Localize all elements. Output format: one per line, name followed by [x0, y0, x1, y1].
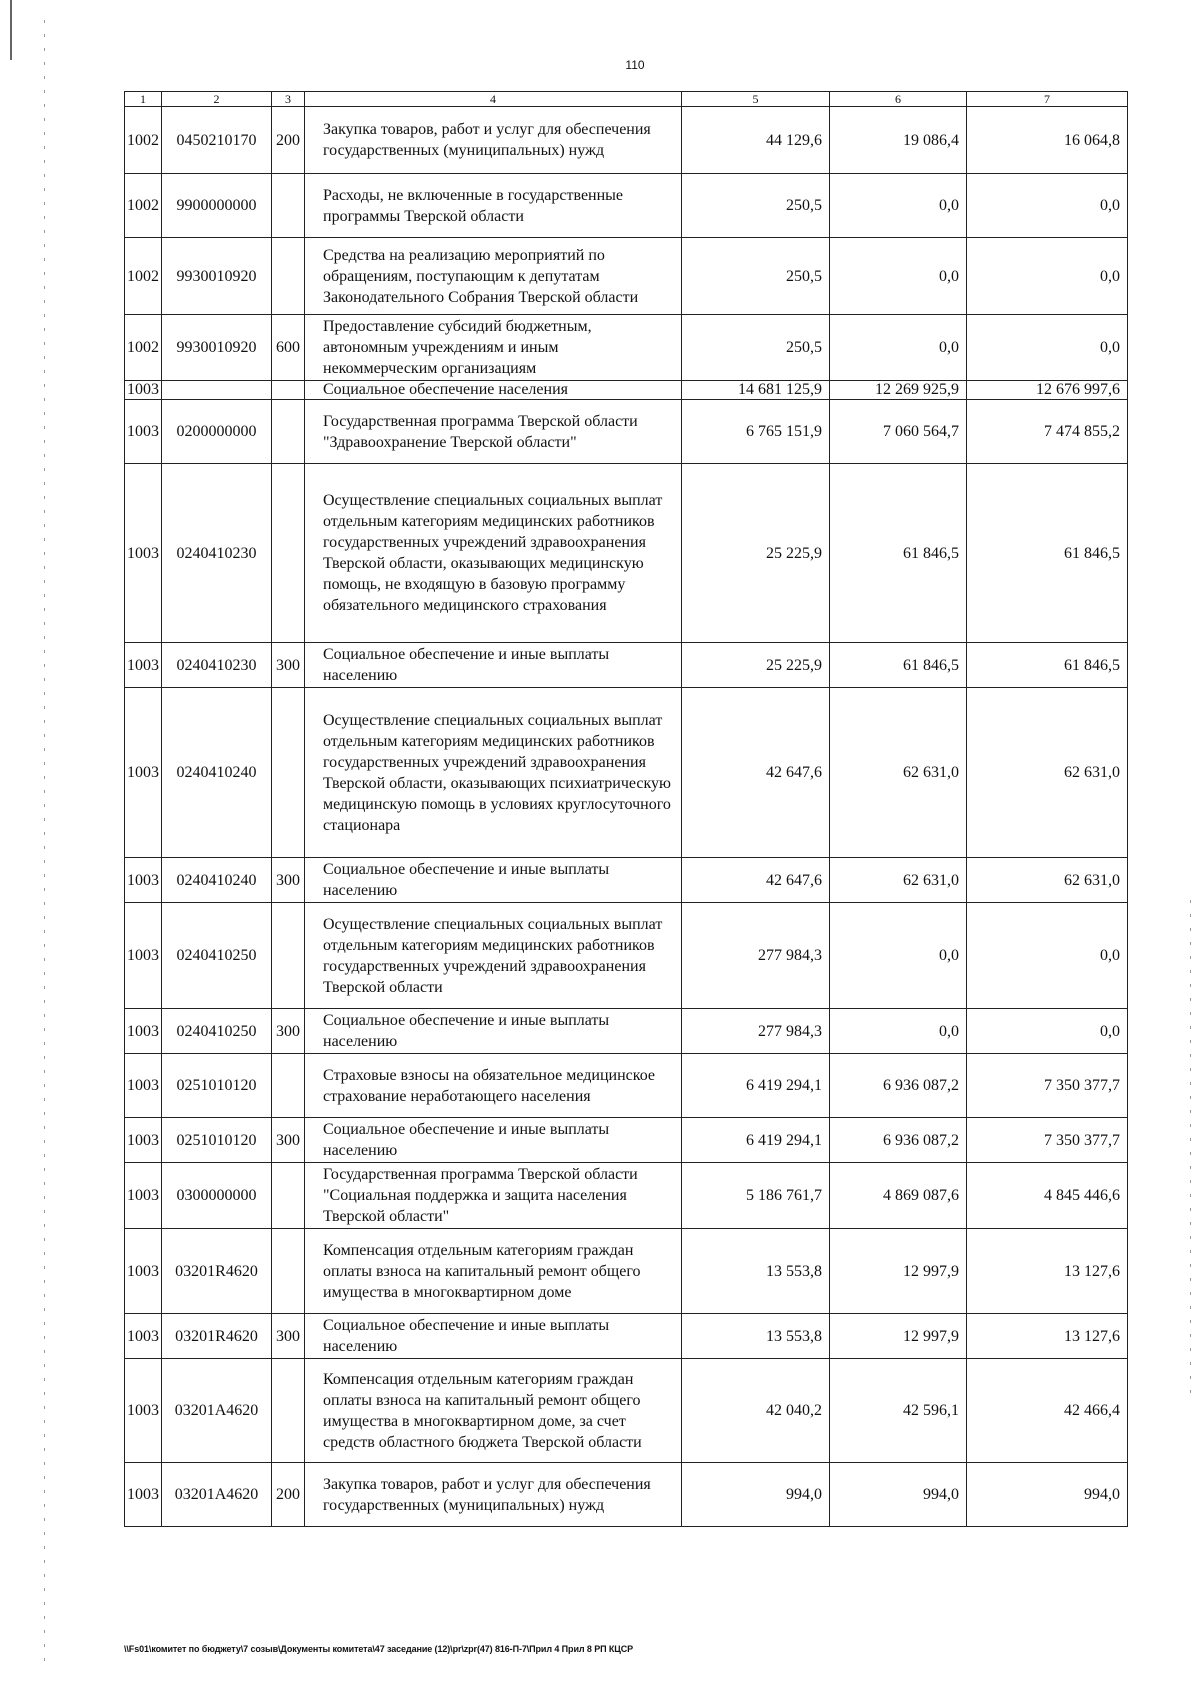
budget-table — [124, 91, 1128, 1527]
cell-type: 600 — [272, 315, 305, 381]
cell-v3: 0,0 — [967, 174, 1128, 238]
cell-v2: 0,0 — [830, 238, 967, 315]
cell-v3: 994,0 — [967, 1463, 1128, 1527]
cell-type: 300 — [272, 1314, 305, 1359]
cell-v1: 44 129,6 — [682, 107, 830, 174]
cell-v2: 12 997,9 — [830, 1229, 967, 1314]
cell-v1: 6 765 151,9 — [682, 400, 830, 464]
cell-v3: 13 127,6 — [967, 1229, 1128, 1314]
cell-type: 300 — [272, 858, 305, 903]
table-row — [125, 688, 1128, 858]
cell-v1: 25 225,9 — [682, 643, 830, 688]
cell-v3: 4 845 446,6 — [967, 1163, 1128, 1229]
cell-type — [272, 1054, 305, 1118]
table-row — [125, 1229, 1128, 1314]
cell-section: 1003 — [125, 381, 162, 400]
cell-code: 0251010120 — [162, 1118, 272, 1163]
table-row — [125, 174, 1128, 238]
cell-code: 0251010120 — [162, 1054, 272, 1118]
cell-code — [162, 381, 272, 400]
cell-v1: 250,5 — [682, 238, 830, 315]
cell-v3: 62 631,0 — [967, 858, 1128, 903]
cell-type — [272, 1163, 305, 1229]
cell-v1: 13 553,8 — [682, 1314, 830, 1359]
table-row — [125, 400, 1128, 464]
cell-type — [272, 381, 305, 400]
cell-v3: 7 350 377,7 — [967, 1118, 1128, 1163]
scan-artifact — [10, 0, 12, 60]
cell-name: Компенсация отдельным категориям граждан оплаты взноса на капитальный ремонт общего имущества в многоквартирном доме — [305, 1229, 682, 1314]
cell-section: 1003 — [125, 903, 162, 1009]
cell-v3: 12 676 997,6 — [967, 381, 1128, 400]
cell-section: 1002 — [125, 174, 162, 238]
cell-v2: 61 846,5 — [830, 464, 967, 643]
page-number: 110 — [625, 58, 645, 72]
cell-name: Осуществление специальных социальных выплат отдельным категориям медицинских работников государственных учреждений здравоохранения Тверской области, оказывающих психиатрическую медицинскую помощь в условиях круглосуточного стационара — [305, 688, 682, 858]
cell-v2: 19 086,4 — [830, 107, 967, 174]
cell-name: Государственная программа Тверской области "Здравоохранение Тверской области" — [305, 400, 682, 464]
cell-v1: 994,0 — [682, 1463, 830, 1527]
cell-code: 03201R4620 — [162, 1314, 272, 1359]
cell-v3: 61 846,5 — [967, 464, 1128, 643]
cell-v3: 62 631,0 — [967, 688, 1128, 858]
cell-section: 1003 — [125, 1229, 162, 1314]
cell-v2: 12 269 925,9 — [830, 381, 967, 400]
cell-v2: 0,0 — [830, 1009, 967, 1054]
cell-section: 1003 — [125, 688, 162, 858]
column-header: 6 — [830, 92, 967, 107]
cell-section: 1003 — [125, 464, 162, 643]
cell-v1: 13 553,8 — [682, 1229, 830, 1314]
cell-v1: 277 984,3 — [682, 903, 830, 1009]
cell-section: 1003 — [125, 1163, 162, 1229]
cell-code: 0240410240 — [162, 688, 272, 858]
cell-v2: 0,0 — [830, 903, 967, 1009]
cell-name: Социальное обеспечение и иные выплаты населению — [305, 1009, 682, 1054]
table-row — [125, 1118, 1128, 1163]
cell-v1: 250,5 — [682, 315, 830, 381]
cell-v2: 42 596,1 — [830, 1359, 967, 1463]
cell-section: 1003 — [125, 400, 162, 464]
column-header: 7 — [967, 92, 1128, 107]
cell-code: 03201A4620 — [162, 1463, 272, 1527]
cell-type: 200 — [272, 1463, 305, 1527]
cell-code: 9930010920 — [162, 238, 272, 315]
cell-section: 1003 — [125, 1009, 162, 1054]
table-row — [125, 858, 1128, 903]
cell-code: 9900000000 — [162, 174, 272, 238]
table-row — [125, 238, 1128, 315]
cell-v3: 13 127,6 — [967, 1314, 1128, 1359]
table-body — [125, 107, 1128, 1527]
cell-section: 1002 — [125, 107, 162, 174]
cell-type — [272, 400, 305, 464]
cell-section: 1003 — [125, 1054, 162, 1118]
cell-v2: 994,0 — [830, 1463, 967, 1527]
file-path-footer: \\Fs01\комитет по бюджету\7 созыв\Документы комитета\47 заседание (12)\pr\zpr(47) 816-П-7\Прил 4 Прил 8 РП КЦСР — [124, 1644, 634, 1654]
cell-v3: 7 350 377,7 — [967, 1054, 1128, 1118]
cell-code: 9930010920 — [162, 315, 272, 381]
header-row — [125, 92, 1128, 107]
table-row — [125, 464, 1128, 643]
cell-v2: 7 060 564,7 — [830, 400, 967, 464]
cell-type — [272, 238, 305, 315]
cell-name: Закупка товаров, работ и услуг для обеспечения государственных (муниципальных) нужд — [305, 1463, 682, 1527]
cell-v3: 42 466,4 — [967, 1359, 1128, 1463]
scan-artifact — [1190, 900, 1191, 1400]
cell-v2: 4 869 087,6 — [830, 1163, 967, 1229]
table-row — [125, 1359, 1128, 1463]
cell-code: 0300000000 — [162, 1163, 272, 1229]
table-row — [125, 1009, 1128, 1054]
cell-code: 0240410230 — [162, 464, 272, 643]
scan-artifact — [44, 20, 45, 1670]
cell-v3: 0,0 — [967, 903, 1128, 1009]
cell-name: Средства на реализацию мероприятий по обращениям, поступающим к депутатам Законодательного Собрания Тверской области — [305, 238, 682, 315]
cell-v1: 277 984,3 — [682, 1009, 830, 1054]
cell-name: Расходы, не включенные в государственные программы Тверской области — [305, 174, 682, 238]
cell-v1: 42 647,6 — [682, 858, 830, 903]
cell-v1: 14 681 125,9 — [682, 381, 830, 400]
cell-name: Компенсация отдельным категориям граждан оплаты взноса на капитальный ремонт общего имущества в многоквартирном доме, за счет средств областного бюджета Тверской области — [305, 1359, 682, 1463]
cell-section: 1003 — [125, 1463, 162, 1527]
cell-name: Осуществление специальных социальных выплат отдельным категориям медицинских работников государственных учреждений здравоохранения Тверской области, оказывающих медицинскую помощь, не входящую в базовую программу обязательного медицинского страхования — [305, 464, 682, 643]
cell-v1: 42 040,2 — [682, 1359, 830, 1463]
cell-code: 03201A4620 — [162, 1359, 272, 1463]
cell-v2: 6 936 087,2 — [830, 1118, 967, 1163]
cell-v3: 7 474 855,2 — [967, 400, 1128, 464]
cell-v1: 42 647,6 — [682, 688, 830, 858]
table-row — [125, 1054, 1128, 1118]
cell-code: 0200000000 — [162, 400, 272, 464]
cell-section: 1002 — [125, 315, 162, 381]
table-row — [125, 1314, 1128, 1359]
cell-v2: 62 631,0 — [830, 688, 967, 858]
cell-code: 0240410230 — [162, 643, 272, 688]
cell-type: 300 — [272, 1118, 305, 1163]
cell-name: Социальное обеспечение и иные выплаты населению — [305, 643, 682, 688]
table-row — [125, 1463, 1128, 1527]
column-header: 5 — [682, 92, 830, 107]
cell-name: Предоставление субсидий бюджетным, автономным учреждениям и иным некоммерческим организациям — [305, 315, 682, 381]
cell-v3: 0,0 — [967, 315, 1128, 381]
cell-v1: 250,5 — [682, 174, 830, 238]
table-row — [125, 643, 1128, 688]
cell-type — [272, 174, 305, 238]
table-row — [125, 1163, 1128, 1229]
cell-type: 200 — [272, 107, 305, 174]
cell-v1: 25 225,9 — [682, 464, 830, 643]
cell-v3: 0,0 — [967, 238, 1128, 315]
cell-name: Государственная программа Тверской области "Социальная поддержка и защита населения Тверской области" — [305, 1163, 682, 1229]
cell-name: Социальное обеспечение и иные выплаты населению — [305, 858, 682, 903]
cell-code: 03201R4620 — [162, 1229, 272, 1314]
cell-section: 1003 — [125, 1314, 162, 1359]
cell-section: 1003 — [125, 1118, 162, 1163]
cell-name: Осуществление специальных социальных выплат отдельным категориям медицинских работников государственных учреждений здравоохранения Тверской области — [305, 903, 682, 1009]
cell-name: Социальное обеспечение и иные выплаты населению — [305, 1314, 682, 1359]
cell-v1: 5 186 761,7 — [682, 1163, 830, 1229]
cell-type — [272, 688, 305, 858]
cell-code: 0450210170 — [162, 107, 272, 174]
cell-code: 0240410250 — [162, 1009, 272, 1054]
cell-name: Социальное обеспечение и иные выплаты населению — [305, 1118, 682, 1163]
column-header: 3 — [272, 92, 305, 107]
table-row — [125, 315, 1128, 381]
column-header: 2 — [162, 92, 272, 107]
cell-type: 300 — [272, 643, 305, 688]
cell-type — [272, 464, 305, 643]
cell-name: Закупка товаров, работ и услуг для обеспечения государственных (муниципальных) нужд — [305, 107, 682, 174]
cell-section: 1003 — [125, 858, 162, 903]
cell-type — [272, 1229, 305, 1314]
cell-v2: 61 846,5 — [830, 643, 967, 688]
cell-v1: 6 419 294,1 — [682, 1118, 830, 1163]
cell-type — [272, 1359, 305, 1463]
cell-code: 0240410240 — [162, 858, 272, 903]
column-header: 1 — [125, 92, 162, 107]
cell-section: 1003 — [125, 643, 162, 688]
cell-v3: 16 064,8 — [967, 107, 1128, 174]
cell-type — [272, 903, 305, 1009]
cell-v2: 0,0 — [830, 174, 967, 238]
cell-section: 1003 — [125, 1359, 162, 1463]
cell-v2: 0,0 — [830, 315, 967, 381]
cell-name: Страховые взносы на обязательное медицинское страхование неработающего населения — [305, 1054, 682, 1118]
cell-type: 300 — [272, 1009, 305, 1054]
table-row — [125, 903, 1128, 1009]
column-header: 4 — [305, 92, 682, 107]
table-row — [125, 107, 1128, 174]
cell-v1: 6 419 294,1 — [682, 1054, 830, 1118]
cell-section: 1002 — [125, 238, 162, 315]
cell-name: Социальное обеспечение населения — [305, 381, 682, 400]
cell-v2: 6 936 087,2 — [830, 1054, 967, 1118]
cell-code: 0240410250 — [162, 903, 272, 1009]
table-row — [125, 381, 1128, 400]
cell-v3: 0,0 — [967, 1009, 1128, 1054]
cell-v3: 61 846,5 — [967, 643, 1128, 688]
cell-v2: 62 631,0 — [830, 858, 967, 903]
cell-v2: 12 997,9 — [830, 1314, 967, 1359]
